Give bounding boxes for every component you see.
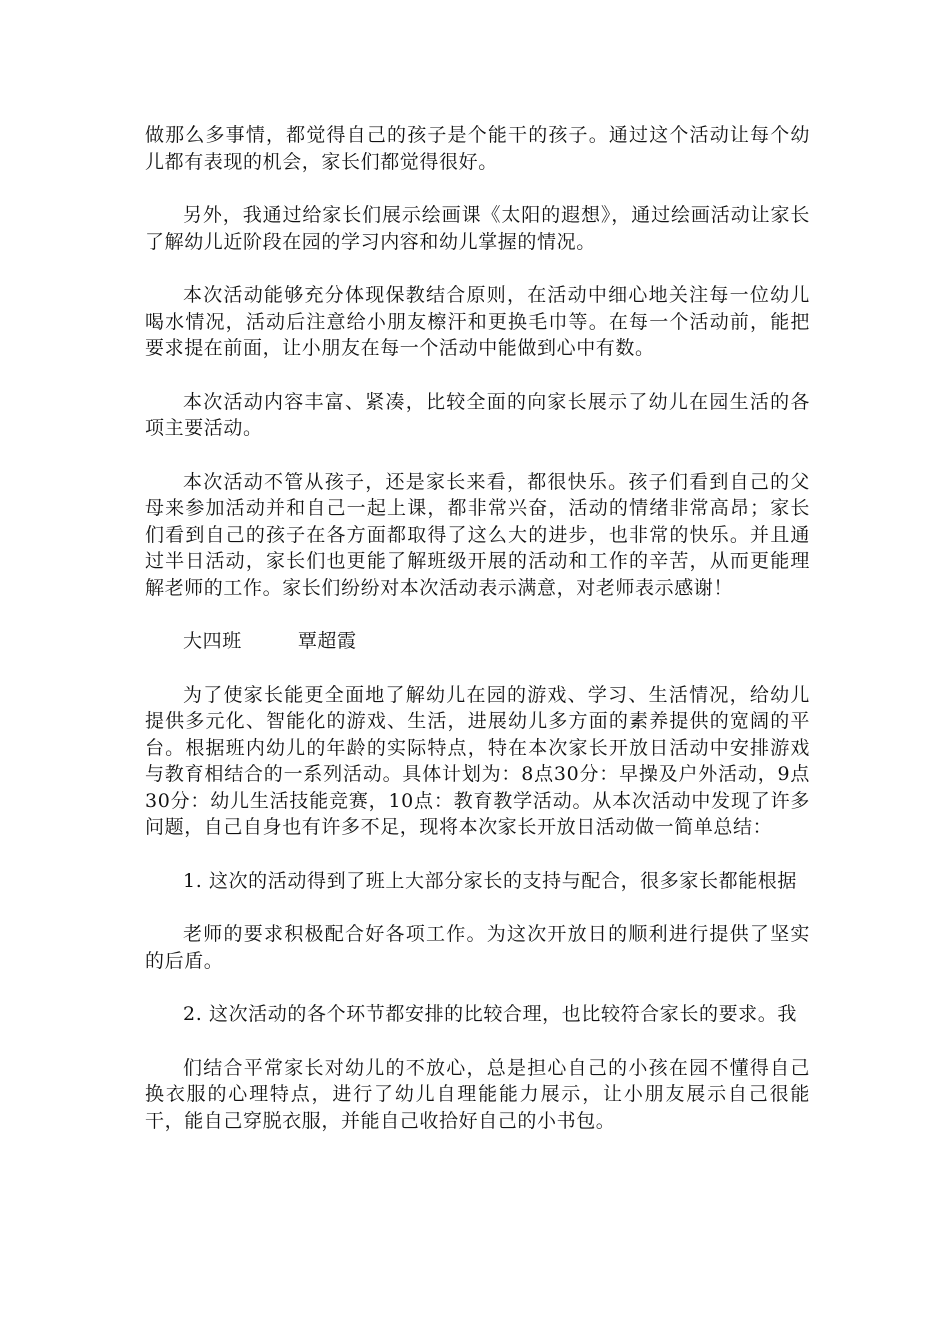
paragraph: 本次活动内容丰富、紧凑，比较全面的向家长展示了幼儿在园生活的各项主要活动。 xyxy=(145,390,810,439)
paragraph: 为了使家长能更全面地了解幼儿在园的游戏、学习、生活情况，给幼儿提供多元化、智能化的游戏、生活，进展幼儿多方面的素养提供的宽阔的平台。根据班内幼儿的年龄的实际特点，特在本次家长开放日活动中安排游戏与教育相结合的一系列活动。具体计划为：8点30分：早操及户外活动，9点30分：幼儿生活技能竞赛，10点：教育教学活动。从本次活动中发现了许多问题，自己自身也有许多不足，现将本次家长开放日活动做一简单总结： xyxy=(145,683,810,838)
paragraph: 们结合平常家长对幼儿的不放心，总是担心自己的小孩在园不懂得自己换衣服的心理特点，进行了幼儿自理能能力展示，让小朋友展示自己很能干，能自己穿脱衣服，并能自己收拾好自己的小书包。 xyxy=(145,1056,810,1132)
list-item-2: 2. 这次活动的各个环节都安排的比较合理，也比较符合家长的要求。我 xyxy=(183,1003,797,1025)
paragraph: 本次活动不管从孩子，还是家长来看，都很快乐。孩子们看到自己的父母来参加活动并和自己一起上课，都非常兴奋，活动的情绪非常高昂；家长们看到自己的孩子在各方面都取得了这么大的进步，也非常的快乐。并且通过半日活动，家长们也更能了解班级开展的活动和工作的辛苦，从而更能理解老师的工作。家长们纷纷对本次活动表示满意，对老师表示感谢！ xyxy=(145,470,810,599)
paragraph: 做那么多事情，都觉得自己的孩子是个能干的孩子。通过这个活动让每个幼儿都有表现的机会，家长们都觉得很好。 xyxy=(145,124,810,173)
document-body xyxy=(145,122,810,1161)
author-name: 覃超霞 xyxy=(297,630,357,652)
paragraph: 另外，我通过给家长们展示绘画课《太阳的遐想》，通过绘画活动让家长了解幼儿近阶段在园的学习内容和幼儿掌握的情况。 xyxy=(145,204,810,253)
paragraph: 本次活动能够充分体现保教结合原则，在活动中细心地关注每一位幼儿喝水情况，活动后注意给小朋友檫汗和更换毛巾等。在每一个活动前，能把要求提在前面，让小朋友在每一个活动中能做到心中有数。 xyxy=(145,284,810,359)
paragraph: 老师的要求积极配合好各项工作。为这次开放日的顺利进行提供了坚实的后盾。 xyxy=(145,923,810,972)
signature-line xyxy=(145,628,810,655)
list-item-1: 1. 这次的活动得到了班上大部分家长的支持与配合，很多家长都能根据 xyxy=(183,869,797,892)
class-name: 大四班 xyxy=(183,630,242,652)
